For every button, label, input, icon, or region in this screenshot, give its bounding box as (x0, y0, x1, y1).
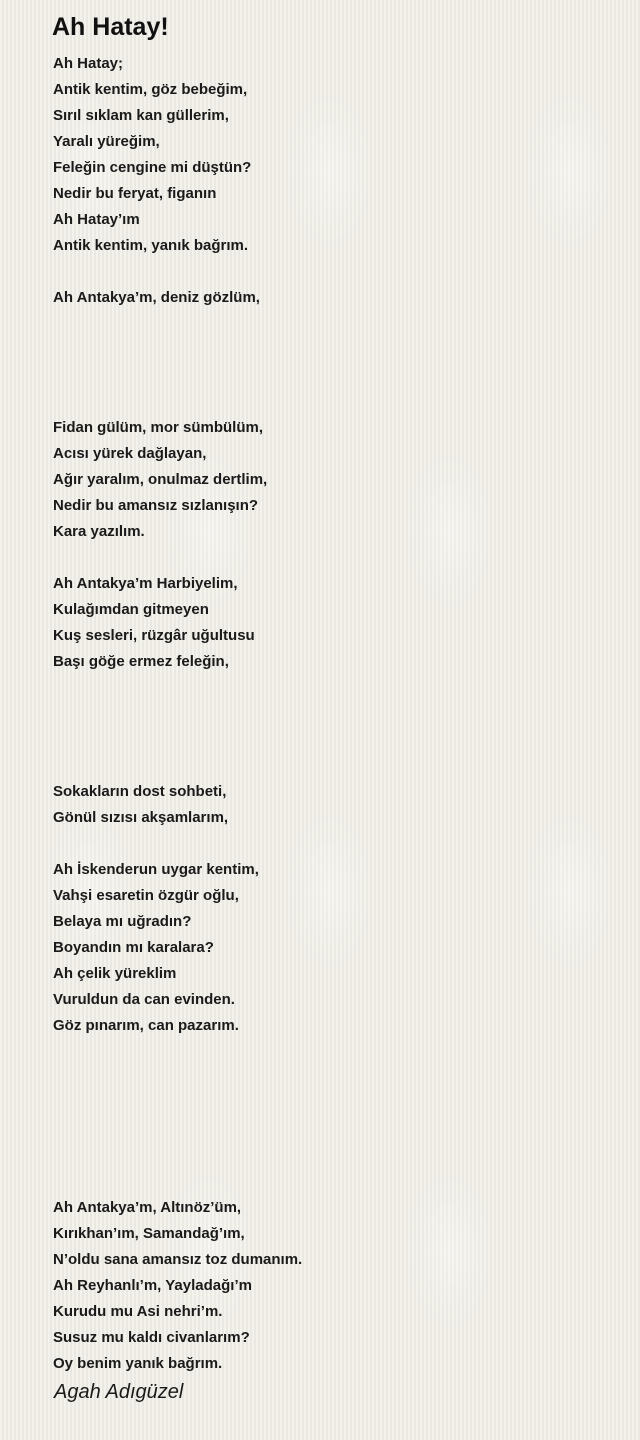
poem-line: Antik kentim, göz bebeğim, (53, 81, 248, 98)
poem-line: Ağır yaralım, onulmaz dertlim, (53, 471, 268, 488)
poem-blank-line (53, 311, 613, 337)
poem-blank-line (53, 1169, 613, 1195)
poem-blank-line (53, 1091, 613, 1117)
poem-blank-line (53, 389, 613, 415)
poem-line: Kurudu mu Asi nehri’m. (53, 1303, 223, 1320)
poem-line: Vuruldun da can evinden. (53, 991, 235, 1008)
poem-line: Yaralı yüreğim, (53, 133, 160, 150)
poem-line: Boyandın mı karalara? (53, 939, 214, 956)
poem-line: Başı göğe ermez feleğin, (53, 653, 229, 670)
poem-author: Agah Adıgüzel (54, 1381, 184, 1403)
poem-blank-line (53, 259, 613, 285)
poem-line: Acısı yürek dağlayan, (53, 445, 207, 462)
poem-line: Sokakların dost sohbeti, (53, 783, 227, 800)
poem-blank-line (53, 337, 613, 363)
poem-line: Ah Reyhanlı’m, Yayladağı’m (53, 1277, 252, 1294)
poem-blank-line (53, 727, 613, 753)
poem-body (53, 51, 613, 1377)
poem-line: Feleğin cengine mi düştün? (53, 159, 252, 176)
poem-blank-line (53, 831, 613, 857)
poem-line: Ah Antakya’m Harbiyelim, (53, 575, 238, 592)
poem-blank-line (53, 753, 613, 779)
poem-line: Fidan gülüm, mor sümbülüm, (53, 419, 263, 436)
poem-line: Oy benim yanık bağrım. (53, 1355, 223, 1372)
poem-line: Nedir bu amansız sızlanışın? (53, 497, 259, 514)
poem-line: Sırıl sıklam kan güllerim, (53, 107, 229, 124)
poem-line: N’oldu sana amansız toz dumanım. (53, 1251, 303, 1268)
poem-blank-line (53, 675, 613, 701)
poem-line: Ah Hatay; (53, 55, 124, 72)
poem-blank-line (53, 1065, 613, 1091)
poem-line: Kırıkhan’ım, Samandağ’ım, (53, 1225, 245, 1242)
poem-title: Ah Hatay! (52, 13, 169, 41)
poem-blank-line (53, 1143, 613, 1169)
poem-line: Gönül sızısı akşamlarım, (53, 809, 229, 826)
poem-line: Nedir bu feryat, figanın (53, 185, 217, 202)
poem-line: Ah Antakya’m, deniz gözlüm, (53, 289, 260, 306)
poem-blank-line (53, 701, 613, 727)
poem-line: Antik kentim, yanık bağrım. (53, 237, 249, 254)
poem-line: Ah Antakya’m, Altınöz’üm, (53, 1199, 242, 1216)
poem-line: Belaya mı uğradın? (53, 913, 192, 930)
poem-line: Ah Hatay’ım (53, 211, 140, 228)
poem-blank-line (53, 363, 613, 389)
poem-line: Susuz mu kaldı civanlarım? (53, 1329, 250, 1346)
poem-blank-line (53, 1039, 613, 1065)
poem-line: Vahşi esaretin özgür oğlu, (53, 887, 239, 904)
poem-line: Kuş sesleri, rüzgâr uğultusu (53, 627, 255, 644)
poem-line: Ah çelik yüreklim (53, 965, 177, 982)
poem-line: Kara yazılım. (53, 523, 145, 540)
poem-blank-line (53, 1117, 613, 1143)
poem-line: Ah İskenderun uygar kentim, (53, 861, 259, 878)
poem-blank-line (53, 545, 613, 571)
poem-line: Kulağımdan gitmeyen (53, 601, 209, 618)
poem-line: Göz pınarım, can pazarım. (53, 1017, 239, 1034)
